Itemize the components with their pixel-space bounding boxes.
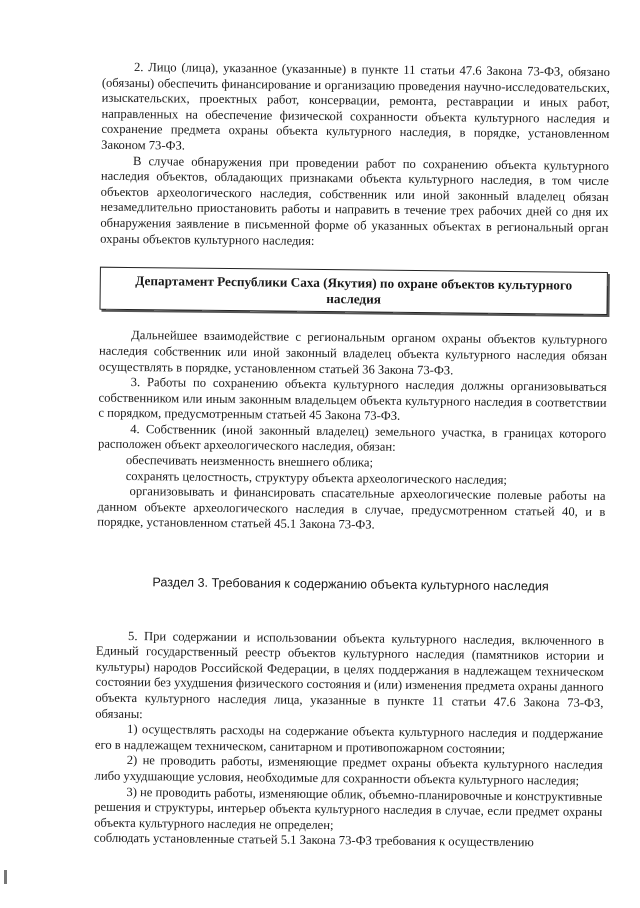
duty-appearance: обеспечивать неизменность внешнего облика; bbox=[125, 453, 374, 470]
scan-edge-mark bbox=[4, 870, 7, 884]
paragraph-item-3: 3. Работы по сохранению объекта культурного наследия должны организовываться собственником или иным законным владельцем объекта культурного наследия в соответствии с порядком, предусмотренным статьей 45 Закона 73-ФЗ. bbox=[98, 375, 607, 424]
subitem-3: 3) не проводить работы, изменяющие облик, объемно-планировочные и конструктивные решения и структуры, интерьер объекта культурного наследия в случае, если предмет охраны объекта культурного наследия не определен; bbox=[94, 784, 603, 832]
paragraph-continuation: соблюдать установленные статьей 5.1 Закона 73-ФЗ требования к осуществлению bbox=[93, 830, 534, 850]
duty-integrity: сохранять целостность, структуру объекта археологического наследия; bbox=[125, 468, 508, 487]
subitem-1: 1) осуществлять расходы на содержание объекта культурного наследия и поддержание его в надлежащем техническом, санитарном и противопожарном состоянии; bbox=[94, 722, 604, 756]
paragraph-item-5: 5. При содержании и использовании объекта культурного наследия, включенного в Единый государственный реестр объектов культурного наследия (памятников истории и культуры) народов Российской Федерации, в целях поддержания в надлежащем техническом состоянии без ухудшения физического состояния и (или) изменения предмета охраны данного объекта культурного наследия лица, указанные в пункте 11 статьи 47.6 Закона 73-ФЗ, обязаны: bbox=[95, 628, 605, 721]
paragraph-discovery-notice: В случае обнаружения при проведении работ по сохранению объекта культурного наследия объектов, обладающих признаками объекта культурного наследия, в том числе объектов археологического наследия, собственник или иной законный владелец обязан незамедлительно приостановить работы и направить в течение трех рабочих дней со дня их обнаружения заявление в письменной форме об указанных объектах в региональный орган охраны объектов культурного наследия: bbox=[100, 153, 610, 248]
duty-rescue-works: организовывать и финансировать спасательные археологические полевые работы на данном объекте археологического наследия в случае, предусмотренном статьей 40, и в порядке, установленном статьей 45.1 Закона 73-ФЗ. bbox=[97, 484, 606, 533]
authority-name-box: Департамент Республики Саха (Якутия) по охране объектов культурного наследия bbox=[99, 267, 607, 316]
section-3-title: Раздел 3. Требования к содержанию объекта культурного наследия bbox=[152, 575, 549, 594]
paragraph-further-interaction: Дальнейшее взаимодействие с региональным органом охраны объектов культурного наследия собственник или иной законный владелец объекта культурного наследия обязан осуществлять в порядке, установленном статьей 36 Закона 73-ФЗ. bbox=[98, 328, 608, 377]
document-body bbox=[94, 60, 610, 852]
paragraph-item-2: 2. Лицо (лица), указанное (указанные) в пункте 11 статьи 47.6 Закона 73-ФЗ, обязано (обязаны) обеспечить финансирование и организацию проведения научно-исследовательских, изыскательских, проектных работ, консервации, ремонта, реставрации и иных работ, направленных на обеспечение физической сохранности объекта культурного наследия и сохранение предмета охраны объекта культурного наследия, в порядке, установленном Законом 73-ФЗ. bbox=[101, 60, 611, 153]
paragraph-item-4: 4. Собственник (иной законный владелец) земельного участка, в границах которого расположен объект археологического наследия, обязан: bbox=[98, 421, 607, 455]
subitem-2: 2) не проводить работы, изменяющие предмет охраны объекта культурного наследия либо ухудшающие условия, необходимые для сохранности объекта культурного наследия; bbox=[94, 753, 603, 788]
